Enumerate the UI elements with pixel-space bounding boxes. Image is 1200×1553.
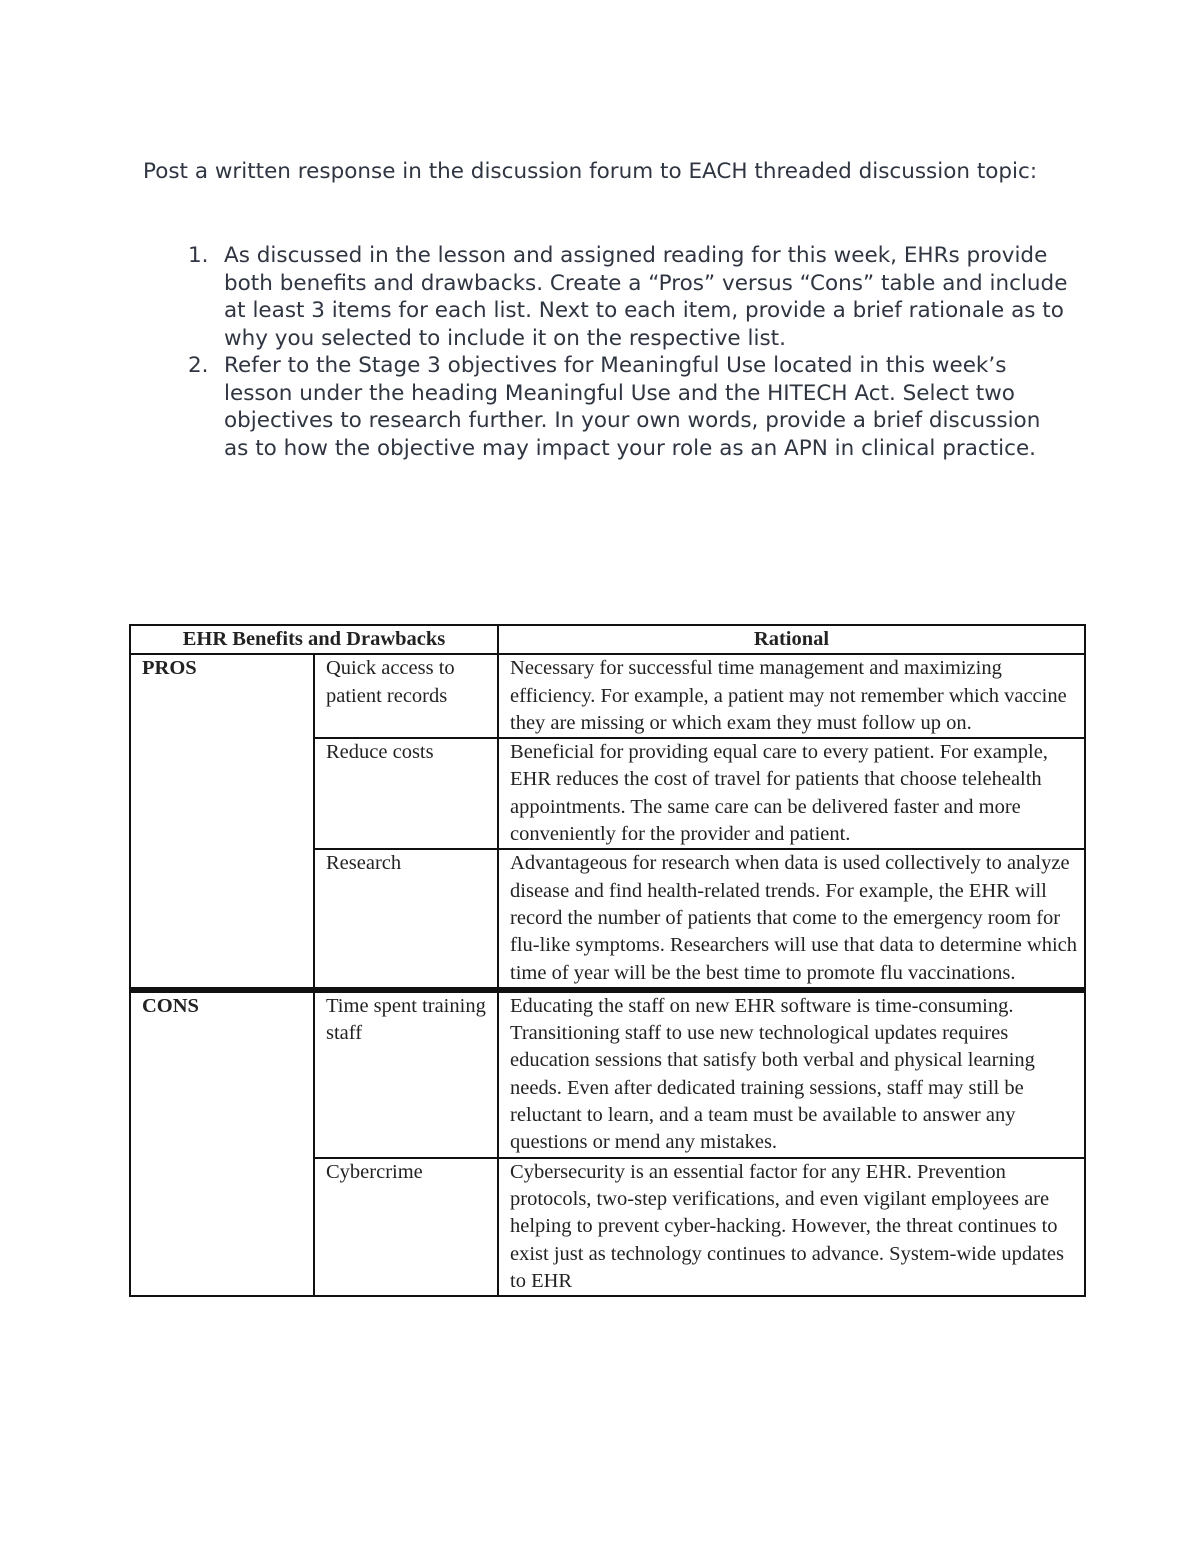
discussion-topics-list: [188, 242, 1068, 462]
pros-rationale: Necessary for successful time management and maximizing efficiency. For example, a patient may not remember which vaccine they are missing or which exam they must follow up on.: [498, 654, 1085, 738]
header-benefits-drawbacks: EHR Benefits and Drawbacks: [130, 625, 498, 654]
list-item-text: Refer to the Stage 3 objectives for Meaningful Use located in this week’s lesson under the heading Meaningful Use and the HITECH Act. Select two objectives to research further. In your own words, provide a brief discussion as to how the objective may impact your role as an APN in clinical practice.: [224, 353, 1041, 461]
pros-rationale: Advantageous for research when data is used collectively to analyze disease and find health-related trends. For example, the EHR will record the number of patients that come to the emergency room for flu-like symptoms. Researchers will use that data to determine which time of year will be the best time to promote flu vaccinations.: [498, 849, 1085, 989]
header-rational: Rational: [498, 625, 1085, 654]
cons-rationale: Cybersecurity is an essential factor for any EHR. Prevention protocols, two-step verifications, and even vigilant employees are helping to prevent cyber-hacking. However, the threat continues to exist just as technology continues to advance. System-wide updates to EHR: [498, 1158, 1085, 1296]
table-header-row: [130, 625, 1085, 654]
pros-item: Research: [314, 849, 498, 989]
pros-rationale: Beneficial for providing equal care to every patient. For example, EHR reduces the cost of travel for patients that choose telehealth appointments. The same care can be delivered faster and more conveniently for the provider and patient.: [498, 738, 1085, 849]
pros-label: PROS: [130, 654, 314, 990]
cons-rationale: Educating the staff on new EHR software is time-consuming. Transitioning staff to use new technological updates requires education sessions that satisfy both verbal and physical learning needs. Even after dedicated training sessions, staff may still be reluctant to learn, and a team must be available to answer any questions or mend any mistakes.: [498, 990, 1085, 1158]
list-item-text: As discussed in the lesson and assigned reading for this week, EHRs provide both benefits and drawbacks. Create a “Pros” versus “Cons” table and include at least 3 items for each list. Next to each item, provide a brief rationale as to why you selected to include it on the respective list.: [224, 243, 1068, 351]
cons-item: Time spent training staff: [314, 990, 498, 1158]
list-item-number: 2.: [188, 353, 209, 378]
list-item: [188, 352, 1068, 462]
ehr-pros-cons-table: [129, 624, 1086, 1297]
pros-item: Reduce costs: [314, 738, 498, 849]
cons-label: CONS: [130, 990, 314, 1296]
pros-item: Quick access to patient records: [314, 654, 498, 738]
table-row: [130, 990, 1085, 1158]
table-row: [130, 654, 1085, 738]
cons-item: Cybercrime: [314, 1158, 498, 1296]
list-item-number: 1.: [188, 243, 209, 268]
list-item: [188, 242, 1068, 352]
intro-paragraph: Post a written response in the discussion forum to EACH threaded discussion topic:: [143, 159, 1038, 184]
